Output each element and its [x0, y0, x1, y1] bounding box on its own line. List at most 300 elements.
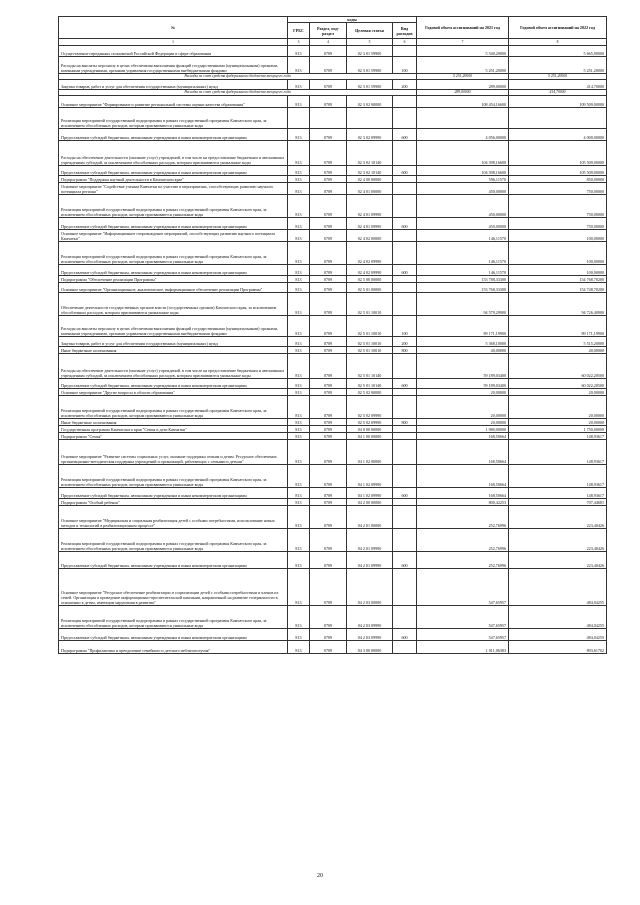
vr-code: 600 [393, 552, 417, 569]
table-row [59, 293, 607, 316]
amount-2021: 5 251,20000 [417, 74, 509, 80]
vr-code [393, 96, 417, 108]
razdel-code: 0709 [310, 195, 347, 218]
row-name: Реализация мероприятий государственной подпрограммы в рамках государственной программы Камчатского края, за исключением обособленных расходов, которым присваиваются уникальные коды [59, 606, 288, 629]
grbs-code: 813 [288, 641, 310, 654]
amount-2021: 20,00000 [417, 396, 509, 419]
row-name: Осуществление переданных полномочий Российской Федерации в сфере образования [59, 46, 288, 57]
amount-2021: 252,76996 [417, 552, 509, 569]
index-cell: 7 [417, 39, 509, 46]
row-name: Предоставление субсидий бюджетным, автономным учреждениям и иным некоммерческим организациям [59, 552, 288, 569]
csr-code: 02 5 02 09990 [347, 396, 393, 419]
vr-code [393, 242, 417, 265]
budget-table-page [58, 16, 606, 654]
row-name: Предоставление субсидий бюджетным, автономным учреждениям и иным некоммерческим организациям [59, 379, 288, 389]
amount-2021: 40,00000 [417, 347, 509, 354]
amount-2021: 168,50664 [417, 433, 509, 440]
amount-2022: 60 022,20500 [509, 379, 607, 389]
amount-2022: 100,00000 [509, 242, 607, 265]
vr-code [393, 569, 417, 606]
table-row [59, 108, 607, 129]
amount-2021: 59 189,03400 [417, 379, 509, 389]
grbs-code: 813 [288, 265, 310, 276]
csr-code: 02 5 01 10140 [347, 379, 393, 389]
csr-code: 02 3 02 00000 [347, 96, 393, 108]
grbs-code: 813 [288, 569, 310, 606]
vr-code: 600 [393, 629, 417, 641]
csr-code: 02 3 02 10140 [347, 141, 393, 166]
amount-2021: 153 768,33300 [417, 283, 509, 293]
amount-2021: 252,76996 [417, 529, 509, 552]
grbs-code: 813 [288, 396, 310, 419]
header-razdel: Раздел, под-раздел [310, 23, 347, 39]
vr-code [393, 176, 417, 183]
amount-2022: 223,40426 [509, 506, 607, 529]
razdel-code: 0709 [310, 316, 347, 337]
amount-2021: 1 011,06383 [417, 641, 509, 654]
razdel-code: 0709 [310, 230, 347, 242]
razdel-code: 0709 [310, 218, 347, 230]
amount-2021: 104 398,16600 [417, 141, 509, 166]
table-row [59, 46, 607, 57]
subtotal-label: Расходы за счет средств федерального бюджета текущего года [59, 90, 417, 96]
amount-2021: 168,50664 [417, 488, 509, 499]
razdel-code: 0709 [310, 293, 347, 316]
csr-code: 04 3 00 00000 [347, 641, 393, 654]
razdel-code: 0709 [310, 569, 347, 606]
vr-code [393, 141, 417, 166]
grbs-code: 813 [288, 419, 310, 426]
amount-2022 [509, 108, 607, 129]
razdel-code: 0709 [310, 276, 347, 283]
row-name: Государственная программа Камчатского края "Семья и дети Камчатки" [59, 426, 288, 433]
row-name: Обеспечение деятельности государственных органов власти (государственных органов) Камчатского края, за исключением обособленных расходов, которым присваиваются уникальные коды [59, 293, 288, 316]
razdel-code: 0709 [310, 176, 347, 183]
amount-2022: 750,00000 [509, 195, 607, 218]
row-name: Реализация мероприятий государственной подпрограммы в рамках государственной программы Камчатского края, за исключением обособленных расходов, которым присваиваются уникальные коды [59, 529, 288, 552]
grbs-code: 813 [288, 506, 310, 529]
table-row [59, 276, 607, 283]
row-name: Реализация мероприятий государственной подпрограммы в рамках государственной программы Камчатского края, за исключением обособленных расходов, которым присваиваются уникальные коды [59, 108, 288, 129]
csr-code: 02 3 02 10140 [347, 166, 393, 176]
razdel-code: 0709 [310, 166, 347, 176]
row-name: Предоставление субсидий бюджетным, автономным учреждениям и иным некоммерческим организациям [59, 129, 288, 141]
csr-code: 02 4 02 00000 [347, 230, 393, 242]
table-index-row [59, 39, 607, 46]
amount-2021: 800,42253 [417, 499, 509, 506]
grbs-code: 813 [288, 230, 310, 242]
grbs-code: 813 [288, 440, 310, 465]
grbs-code: 813 [288, 529, 310, 552]
vr-code [393, 354, 417, 379]
grbs-code: 813 [288, 183, 310, 195]
vr-code [393, 606, 417, 629]
vr-code: 600 [393, 265, 417, 276]
vr-code: 600 [393, 166, 417, 176]
vr-code [393, 230, 417, 242]
csr-code: 02 5 00 00000 [347, 276, 393, 283]
csr-code: 04 1 02 00000 [347, 440, 393, 465]
vr-code [393, 195, 417, 218]
razdel-code: 0709 [310, 499, 347, 506]
vr-code [393, 465, 417, 488]
razdel-code: 0709 [310, 141, 347, 166]
grbs-code [288, 108, 310, 129]
grbs-code: 813 [288, 293, 310, 316]
amount-2022: 414,70000 [509, 80, 607, 90]
amount-2022: 148,93617 [509, 440, 607, 465]
amount-2022: 4 000,00000 [509, 129, 607, 141]
amount-2022: 154 768,70200 [509, 276, 607, 283]
amount-2022: 154 748,70200 [509, 283, 607, 293]
csr-code: 02 5 01 00000 [347, 283, 393, 293]
amount-2022: 148,93617 [509, 465, 607, 488]
row-name: Основное мероприятие "Ресурсное обеспечение реабилитации и социализации детей с особыми потребностями и членов их семей. Организация и проведение информационно-просветительской кампании, направленной на развитие толерантности в отношении к детям, имеющим нарушения в развитии" [59, 569, 288, 606]
table-row [59, 354, 607, 379]
vr-code: 100 [393, 57, 417, 74]
csr-code: 02 3 01 59900 [347, 46, 393, 57]
vr-code [393, 426, 417, 433]
grbs-code: 813 [288, 465, 310, 488]
grbs-code: 813 [288, 218, 310, 230]
table-row [59, 606, 607, 629]
amount-2022: 223,40426 [509, 552, 607, 569]
amount-2022: 148,93617 [509, 433, 607, 440]
amount-2021: 289,00000 [417, 80, 509, 90]
amount-2021: 4 056,00000 [417, 129, 509, 141]
table-row [59, 337, 607, 347]
amount-2022: 414,70000 [509, 90, 607, 96]
csr-code: 04 2 03 00000 [347, 569, 393, 606]
vr-code: 800 [393, 347, 417, 354]
grbs-code: 813 [288, 488, 310, 499]
amount-2021: 5 251,20000 [417, 57, 509, 74]
page-number: 20 [317, 873, 323, 879]
amount-2022: 94 726,40900 [509, 293, 607, 316]
amount-2021: 547,65957 [417, 569, 509, 606]
amount-2022: 223,40426 [509, 529, 607, 552]
grbs-code: 813 [288, 316, 310, 337]
row-name: Предоставление субсидий бюджетным, автономным учреждениям и иным некоммерческим организациям [59, 488, 288, 499]
csr-code: 02 5 02 00000 [347, 389, 393, 396]
amount-2021: 146,11570 [417, 265, 509, 276]
table-row [59, 488, 607, 499]
row-name: Реализация мероприятий государственной подпрограммы в рамках государственной программы Камчатского края, за исключением обособленных расходов, которым присваиваются уникальные коды [59, 465, 288, 488]
amount-2021: 450,00000 [417, 218, 509, 230]
vr-code [393, 108, 417, 129]
csr-code: 02 3 01 59900 [347, 80, 393, 90]
razdel-code: 0709 [310, 80, 347, 90]
csr-code: 02 4 01 09990 [347, 218, 393, 230]
vr-code: 600 [393, 379, 417, 389]
row-name: Основное мероприятие "Информационное сопровождение мероприятий, способствующих развитию научного потенциала Камчатки" [59, 230, 288, 242]
table-row [59, 195, 607, 218]
row-name: Иные бюджетные ассигнования [59, 347, 288, 354]
amount-2021: 252,76996 [417, 506, 509, 529]
amount-2021: 168,50664 [417, 465, 509, 488]
vr-code [393, 283, 417, 293]
amount-2022: 750,00000 [509, 183, 607, 195]
csr-code: 02 5 02 09990 [347, 419, 393, 426]
amount-2022: 484,04255 [509, 606, 607, 629]
amount-2022: 20,00000 [509, 419, 607, 426]
header-vr: Вид расходов [393, 23, 417, 39]
index-cell: 3 [288, 39, 310, 46]
amount-2022: 5 251,20000 [509, 57, 607, 74]
csr-code: 02 5 01 10010 [347, 347, 393, 354]
table-body [59, 46, 607, 654]
razdel-code: 0709 [310, 183, 347, 195]
row-name: Основное мероприятие "Формирование и развитие региональной системы оценки качества образования" [59, 96, 288, 108]
amount-2021: 59 189,03400 [417, 354, 509, 379]
table-row [59, 316, 607, 337]
amount-2022: 148,93617 [509, 488, 607, 499]
index-cell: 6 [393, 39, 417, 46]
csr-code: 02 4 01 09990 [347, 195, 393, 218]
amount-2022: 40,00000 [509, 347, 607, 354]
csr-code: 04 0 00 00000 [347, 426, 393, 433]
row-name: Реализация мероприятий государственной подпрограммы в рамках государственной программы Камчатского края, за исключением обособленных расходов, которым присваиваются уникальные коды [59, 242, 288, 265]
amount-2022: 1 750,00000 [509, 426, 607, 433]
razdel-code: 0709 [310, 354, 347, 379]
razdel-code: 0709 [310, 426, 347, 433]
vr-code [393, 183, 417, 195]
table-row [59, 629, 607, 641]
csr-code: 02 5 01 10140 [347, 354, 393, 379]
amount-2022: 105 509,00000 [509, 141, 607, 166]
csr-code: 02 5 01 10010 [347, 316, 393, 337]
row-name: Реализация мероприятий государственной подпрограммы в рамках государственной программы Камчатского края, за исключением обособленных расходов, которым присваиваются уникальные коды [59, 396, 288, 419]
vr-code [393, 506, 417, 529]
amount-2022: 484,04255 [509, 629, 607, 641]
csr-code: 02 4 00 00000 [347, 176, 393, 183]
table-row [59, 176, 607, 183]
grbs-code: 813 [288, 354, 310, 379]
amount-2022: 105 509,00000 [509, 166, 607, 176]
grbs-code: 813 [288, 80, 310, 90]
razdel-code: 0709 [310, 440, 347, 465]
vr-code: 200 [393, 337, 417, 347]
vr-code [393, 46, 417, 57]
razdel-code: 0709 [310, 433, 347, 440]
razdel-code: 0709 [310, 379, 347, 389]
row-name: Расходы на выплаты персоналу в целях обеспечения выполнения функций государственными (муниципальными) органами, казенными учреждениями, органами управления государственными внебюджетными фондами [59, 316, 288, 337]
razdel-code: 0709 [310, 265, 347, 276]
razdel-code: 0709 [310, 129, 347, 141]
amount-2022: 893,61702 [509, 641, 607, 654]
amount-2021: 146,11570 [417, 230, 509, 242]
amount-2021: 104 398,16600 [417, 166, 509, 176]
amount-2021: 20,00000 [417, 389, 509, 396]
razdel-code: 0709 [310, 552, 347, 569]
csr-code: 02 4 02 09990 [347, 242, 393, 265]
razdel-code: 0709 [310, 606, 347, 629]
row-name: Основное мероприятие "Развитие системы социальных услуг, оказание поддержки семьям и детям. Ресурсное обеспечение, организационно-методическая поддержка учреждений и организаций, работающих с семьями и детьми" [59, 440, 288, 465]
vr-code [393, 293, 417, 316]
amount-2022: 750,00000 [509, 218, 607, 230]
amount-2022: 60 022,20500 [509, 354, 607, 379]
table-row [59, 426, 607, 433]
csr-code: 02 3 01 59900 [347, 57, 393, 74]
header-codes: коды [288, 17, 417, 23]
csr-code: 02 3 02 09990 [347, 129, 393, 141]
amount-2021: 5 368,10000 [417, 337, 509, 347]
vr-code: 600 [393, 218, 417, 230]
grbs-code: 813 [288, 552, 310, 569]
header-csr: Целевая статья [347, 23, 393, 39]
table-row [59, 57, 607, 74]
amount-2022: 20,00000 [509, 396, 607, 419]
vr-code [393, 499, 417, 506]
header-2021: Годовой объем ассигнований на 2021 год [417, 17, 509, 39]
table-row [59, 499, 607, 506]
amount-2021: 108 454,16600 [417, 96, 509, 108]
amount-2021: 289,00000 [417, 90, 509, 96]
amount-2021: 146,11570 [417, 242, 509, 265]
row-name: Подпрограмма "Особый ребенок" [59, 499, 288, 506]
amount-2021: 1 980,00000 [417, 426, 509, 433]
grbs-code: 813 [288, 337, 310, 347]
vr-code: 200 [393, 80, 417, 90]
table-row [59, 379, 607, 389]
row-name: Предоставление субсидий бюджетным, автономным учреждениям и иным некоммерческим организациям [59, 218, 288, 230]
row-name: Расходы на выплаты персоналу в целях обеспечения выполнения функций государственными (муниципальными) органами, казенными учреждениями, органами управления государственными внебюджетными фондами [59, 57, 288, 74]
vr-code [393, 433, 417, 440]
razdel-code: 0709 [310, 389, 347, 396]
grbs-code: 813 [288, 195, 310, 218]
razdel-code: 0709 [310, 283, 347, 293]
csr-code: 04 2 03 09990 [347, 606, 393, 629]
table-row [59, 242, 607, 265]
razdel-code: 0709 [310, 465, 347, 488]
amount-2021: 450,00000 [417, 195, 509, 218]
table-row [59, 183, 607, 195]
amount-2022: 20,00000 [509, 389, 607, 396]
grbs-code: 813 [288, 433, 310, 440]
grbs-code: 813 [288, 629, 310, 641]
razdel-code: 0709 [310, 488, 347, 499]
amount-2021: 5 540,20000 [417, 46, 509, 57]
amount-2021: 547,65957 [417, 606, 509, 629]
razdel-code: 0709 [310, 419, 347, 426]
amount-2021: 547,65957 [417, 629, 509, 641]
row-name: Подпрограмма "Семья" [59, 433, 288, 440]
table-row [59, 419, 607, 426]
index-cell: 8 [509, 39, 607, 46]
razdel-code [310, 108, 347, 129]
csr-code: 04 2 03 09990 [347, 629, 393, 641]
amount-2022: 707,44681 [509, 499, 607, 506]
vr-code [393, 440, 417, 465]
razdel-code: 0709 [310, 57, 347, 74]
table-row [59, 96, 607, 108]
grbs-code: 813 [288, 347, 310, 354]
grbs-code: 813 [288, 426, 310, 433]
grbs-code: 813 [288, 46, 310, 57]
row-name: Иные бюджетные ассигнования [59, 419, 288, 426]
amount-2021: 20,00000 [417, 419, 509, 426]
grbs-code: 813 [288, 57, 310, 74]
vr-code: 600 [393, 488, 417, 499]
table-row [59, 529, 607, 552]
csr-code: 02 4 02 09990 [347, 265, 393, 276]
amount-2021: 94 579,29900 [417, 293, 509, 316]
razdel-code: 0709 [310, 396, 347, 419]
table-row [59, 141, 607, 166]
amount-2021: 89 171,19900 [417, 316, 509, 337]
table-row [59, 506, 607, 529]
row-name: Подпрограмма "Профилактика и преодоление семейного и детского неблагополучия" [59, 641, 288, 654]
csr-code: 02 5 01 10010 [347, 293, 393, 316]
csr-code: 04 2 00 00000 [347, 499, 393, 506]
table-row [59, 389, 607, 396]
row-name: Закупка товаров, работ и услуг для обеспечения государственных (муниципальных) нужд [59, 80, 288, 90]
header-2022: Годовой объем ассигнований на 2022 год [509, 17, 607, 39]
razdel-code: 0709 [310, 506, 347, 529]
razdel-code: 0709 [310, 629, 347, 641]
amount-2022: 850,00000 [509, 176, 607, 183]
razdel-code: 0709 [310, 347, 347, 354]
amount-2022: 100,00000 [509, 230, 607, 242]
table-row [59, 80, 607, 90]
vr-code [393, 396, 417, 419]
row-name: Предоставление субсидий бюджетным, автономным учреждениям и иным некоммерческим организациям [59, 265, 288, 276]
header-grbs: ГРБС [288, 23, 310, 39]
table-row [59, 552, 607, 569]
grbs-code: 813 [288, 129, 310, 141]
grbs-code: 813 [288, 379, 310, 389]
vr-code: 800 [393, 419, 417, 426]
csr-code: 04 1 02 09990 [347, 488, 393, 499]
subtotal-label: Расходы за счет средств федерального бюджета текущего года [59, 74, 417, 80]
table-row [59, 347, 607, 354]
row-name: Предоставление субсидий бюджетным, автономным учреждениям и иным некоммерческим организациям [59, 166, 288, 176]
amount-2021: 596,11570 [417, 176, 509, 183]
grbs-code: 813 [288, 389, 310, 396]
amount-2022: 484,04255 [509, 569, 607, 606]
amount-2022: 109 509,00000 [509, 96, 607, 108]
row-name: Реализация мероприятий государственной подпрограммы в рамках государственной программы Камчатского края, за исключением обособленных расходов, которым присваиваются уникальные коды [59, 195, 288, 218]
table-row [59, 465, 607, 488]
table-row [59, 230, 607, 242]
amount-2021: 153 788,33300 [417, 276, 509, 283]
razdel-code: 0709 [310, 46, 347, 57]
razdel-code: 0709 [310, 242, 347, 265]
razdel-code: 0709 [310, 529, 347, 552]
grbs-code: 813 [288, 141, 310, 166]
table-row [59, 218, 607, 230]
vr-code: 100 [393, 316, 417, 337]
grbs-code: 813 [288, 283, 310, 293]
grbs-code: 813 [288, 276, 310, 283]
vr-code [393, 641, 417, 654]
csr-code: 04 2 01 00000 [347, 506, 393, 529]
budget-table [58, 16, 607, 654]
row-name: Расходы на обеспечение деятельности (оказание услуг) учреждений, в том числе на предоставление бюджетным и автономным учреждениям субсидий, за исключением обособленных расходов, которым присваиваются уникальные коды [59, 141, 288, 166]
header-name: № [59, 17, 288, 39]
index-cell: 5 [347, 39, 393, 46]
index-cell: 1 [59, 39, 288, 46]
amount-2021: 168,50664 [417, 440, 509, 465]
csr-code: 04 1 00 00000 [347, 433, 393, 440]
csr-code: 04 2 01 09990 [347, 552, 393, 569]
table-row [59, 166, 607, 176]
vr-code [393, 389, 417, 396]
razdel-code: 0709 [310, 337, 347, 347]
row-name: Подпрограмма "Поддержка научной деятельности в Камчатском крае" [59, 176, 288, 183]
grbs-code: 813 [288, 606, 310, 629]
row-name: Основное мероприятие "Организационное, аналитическое, информационное обеспечение реализации Программы" [59, 283, 288, 293]
